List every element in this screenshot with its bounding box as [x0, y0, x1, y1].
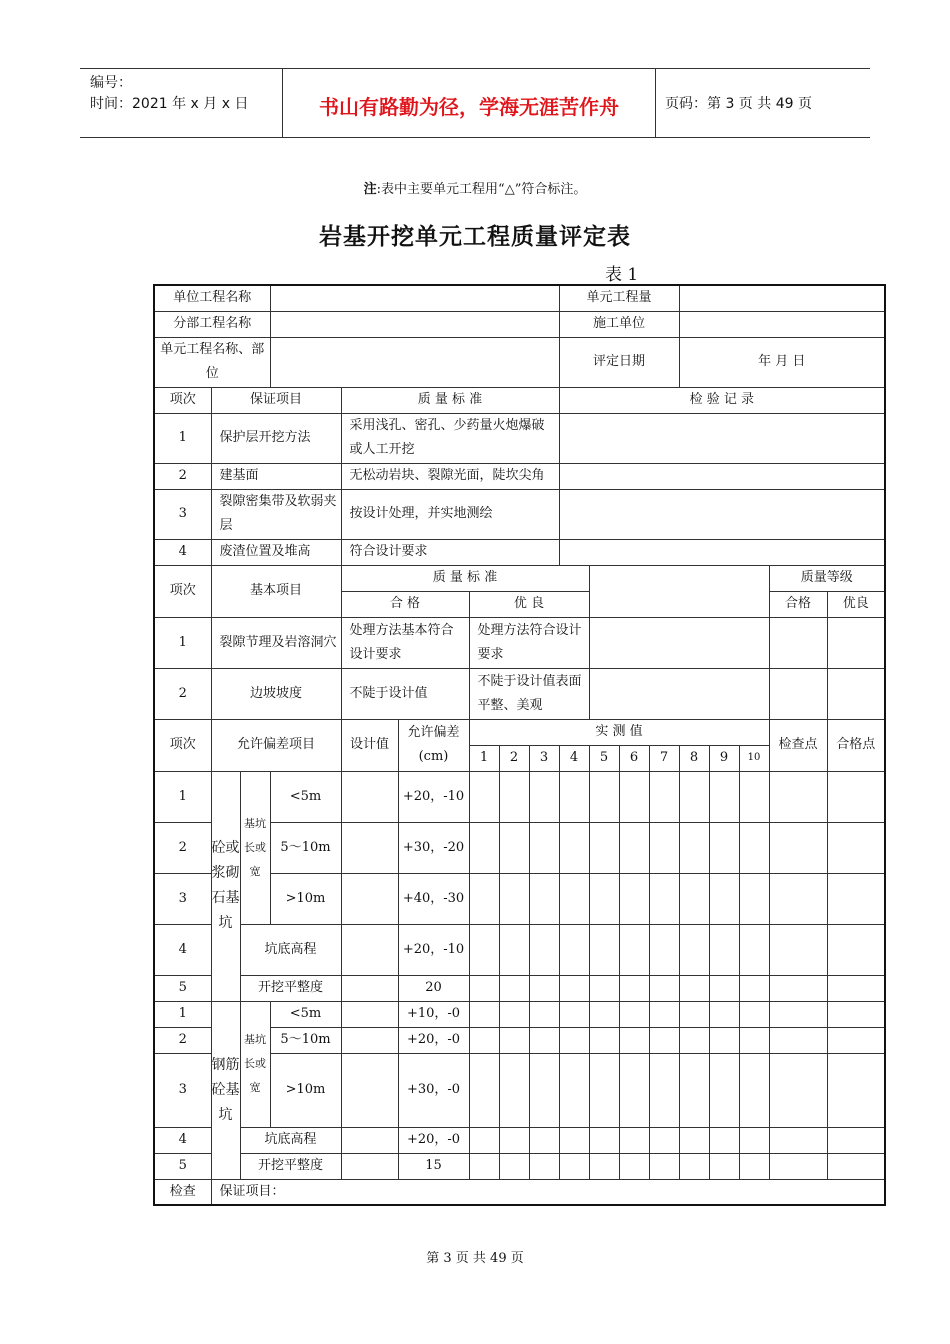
measure-cell[interactable]	[589, 873, 619, 924]
allow-value: 20	[398, 975, 469, 1001]
time-label: 时间：2021 年 x 月 x 日	[90, 96, 249, 112]
measure-cell[interactable]	[469, 873, 499, 924]
tolerance-row	[154, 1153, 885, 1179]
tolerance-item: 开挖平整度	[240, 975, 341, 1001]
measure-cell[interactable]	[589, 924, 619, 975]
tolerance-row	[154, 924, 885, 975]
guarantee-standard: 采用浅孔、密孔、少药量火炮爆破或人工开挖	[341, 413, 559, 463]
col-pass: 合 格	[341, 591, 469, 617]
measure-cell[interactable]	[679, 1027, 709, 1053]
allow-value: +20，-0	[398, 1027, 469, 1053]
measure-cell[interactable]	[739, 1153, 769, 1179]
design-value-cell[interactable]	[341, 1001, 398, 1027]
measure-cell[interactable]	[709, 822, 739, 873]
note-text: :表中主要单元工程用“△”符合标注。	[376, 182, 587, 197]
guarantee-row	[154, 463, 885, 489]
measure-cell[interactable]	[619, 975, 649, 1001]
col-check: 检查点	[769, 719, 827, 771]
measure-cell[interactable]	[469, 1127, 499, 1153]
row-index: 1	[154, 617, 211, 668]
basic-pass-standard: 处理方法基本符合设计要求	[341, 617, 469, 668]
measure-cell[interactable]	[649, 924, 679, 975]
measure-cell[interactable]	[499, 873, 529, 924]
sub-label: 基坑长或宽	[240, 771, 270, 924]
measure-cell[interactable]	[739, 975, 769, 1001]
measure-cell[interactable]	[739, 1127, 769, 1153]
design-value-cell[interactable]	[341, 873, 398, 924]
measure-cell[interactable]	[739, 1027, 769, 1053]
basic-item: 边坡坡度	[211, 668, 341, 719]
header-left	[90, 73, 248, 115]
measure-cell[interactable]	[529, 1127, 559, 1153]
allow-value: +30，-20	[398, 822, 469, 873]
pass-points-cell[interactable]	[827, 822, 885, 873]
guarantee-item: 保护层开挖方法	[211, 413, 341, 463]
measure-cell[interactable]	[529, 1001, 559, 1027]
measure-cell[interactable]	[559, 1153, 589, 1179]
design-value-cell[interactable]	[341, 822, 398, 873]
measure-index: 7	[649, 745, 679, 771]
row-index: 2	[154, 1027, 211, 1053]
measure-cell[interactable]	[529, 975, 559, 1001]
measure-cell[interactable]	[529, 873, 559, 924]
measure-cell[interactable]	[529, 1027, 559, 1053]
check-points-cell[interactable]	[769, 1001, 827, 1027]
measure-cell[interactable]	[589, 1001, 619, 1027]
measure-cell[interactable]	[679, 873, 709, 924]
pass-points-cell[interactable]	[827, 1001, 885, 1027]
measure-cell[interactable]	[709, 873, 739, 924]
measure-cell[interactable]	[529, 771, 559, 822]
blank-cell	[589, 565, 769, 617]
pass-points-cell[interactable]	[827, 975, 885, 1001]
basic-pass-standard: 不陡于设计值	[341, 668, 469, 719]
code-label: 编号：	[90, 75, 132, 91]
info-row	[154, 337, 885, 387]
measure-cell[interactable]	[589, 822, 619, 873]
record-cell[interactable]	[589, 617, 769, 668]
table-number: 表 1	[605, 265, 639, 285]
col-item: 保证项目	[211, 387, 341, 413]
page-footer: 第 3 页 共 49 页	[426, 1251, 524, 1266]
row-index: 2	[154, 822, 211, 873]
measure-cell[interactable]	[559, 924, 589, 975]
measure-cell[interactable]	[649, 975, 679, 1001]
grade-cell[interactable]	[769, 668, 827, 719]
basic-excellent-standard: 处理方法符合设计要求	[469, 617, 589, 668]
tolerance-item: 开挖平整度	[240, 1153, 341, 1179]
row-index: 3	[154, 489, 211, 539]
check-points-cell[interactable]	[769, 1027, 827, 1053]
col-allow: 允许偏差(cm)	[398, 719, 469, 771]
grade-cell[interactable]	[827, 617, 885, 668]
measure-cell[interactable]	[469, 1053, 499, 1127]
evaluation-table	[153, 284, 886, 1206]
col-design: 设计值	[341, 719, 398, 771]
pass-points-cell[interactable]	[827, 873, 885, 924]
measure-cell[interactable]	[679, 924, 709, 975]
measure-cell[interactable]	[709, 1153, 739, 1179]
tolerance-item: >10m	[270, 873, 341, 924]
check-points-cell[interactable]	[769, 924, 827, 975]
row-index: 3	[154, 873, 211, 924]
col-excellent: 优 良	[469, 591, 589, 617]
measure-cell[interactable]	[589, 975, 619, 1001]
grade-excellent: 优良	[827, 591, 885, 617]
page-title: 岩基开挖单元工程质量评定表	[319, 224, 631, 250]
basic-row	[154, 617, 885, 668]
measure-cell[interactable]	[469, 1027, 499, 1053]
info-row	[154, 285, 885, 311]
tolerance-item: >10m	[270, 1053, 341, 1127]
info-label: 评定日期	[559, 337, 679, 387]
info-label: 分部工程名称	[154, 311, 270, 337]
col-standard: 质 量 标 准	[341, 387, 559, 413]
measure-cell[interactable]	[709, 1001, 739, 1027]
check-label: 检查	[154, 1179, 211, 1205]
guarantee-row	[154, 413, 885, 463]
measure-index: 5	[589, 745, 619, 771]
design-value-cell[interactable]	[341, 1053, 398, 1127]
measure-cell[interactable]	[529, 1053, 559, 1127]
table-note	[0, 178, 950, 197]
col-index: 项次	[154, 565, 211, 617]
measure-index: 2	[499, 745, 529, 771]
allow-value: +20，-0	[398, 1127, 469, 1153]
measure-index: 1	[469, 745, 499, 771]
sub-label: 基坑长或宽	[240, 1001, 270, 1127]
measure-cell[interactable]	[469, 1153, 499, 1179]
measure-cell[interactable]	[679, 1053, 709, 1127]
note-prefix: 注	[363, 182, 377, 197]
measure-cell[interactable]	[559, 1001, 589, 1027]
measure-cell[interactable]	[559, 1027, 589, 1053]
info-value[interactable]	[679, 285, 885, 311]
measure-cell[interactable]	[709, 924, 739, 975]
eval-date-value[interactable]: 年 月 日	[679, 337, 885, 387]
measure-cell[interactable]	[619, 1127, 649, 1153]
measure-cell[interactable]	[649, 1153, 679, 1179]
record-cell[interactable]	[559, 463, 885, 489]
measure-cell[interactable]	[589, 771, 619, 822]
design-value-cell[interactable]	[341, 1127, 398, 1153]
design-value-cell[interactable]	[341, 1027, 398, 1053]
measure-cell[interactable]	[619, 1053, 649, 1127]
info-value[interactable]	[270, 311, 559, 337]
measure-cell[interactable]	[649, 1127, 679, 1153]
measure-cell[interactable]	[589, 1053, 619, 1127]
header-motto: 书山有路勤为径，学海无涯苦作舟	[319, 95, 619, 119]
guarantee-standard: 无松动岩块、裂隙光面，陡坎尖角	[341, 463, 559, 489]
check-text[interactable]: 保证项目：	[211, 1179, 885, 1205]
measure-cell[interactable]	[679, 1001, 709, 1027]
row-index: 5	[154, 1153, 211, 1179]
tolerance-item: <5m	[270, 1001, 341, 1027]
col-item: 允许偏差项目	[211, 719, 341, 771]
design-value-cell[interactable]	[341, 1153, 398, 1179]
tolerance-row	[154, 1001, 885, 1027]
measure-cell[interactable]	[499, 975, 529, 1001]
measure-cell[interactable]	[709, 771, 739, 822]
design-value-cell[interactable]	[341, 771, 398, 822]
check-points-cell[interactable]	[769, 1153, 827, 1179]
record-cell[interactable]	[559, 539, 885, 565]
col-index: 项次	[154, 719, 211, 771]
measure-cell[interactable]	[739, 1001, 769, 1027]
basic-excellent-standard: 不陡于设计值表面平整、美观	[469, 668, 589, 719]
info-value[interactable]	[679, 311, 885, 337]
col-record: 检 验 记 录	[559, 387, 885, 413]
guarantee-standard: 按设计处理，并实地测绘	[341, 489, 559, 539]
measure-cell[interactable]	[739, 1053, 769, 1127]
measure-cell[interactable]	[559, 822, 589, 873]
guarantee-header	[154, 387, 885, 413]
tolerance-item: 5～10m	[270, 1027, 341, 1053]
allow-value: +10，-0	[398, 1001, 469, 1027]
measure-index: 3	[529, 745, 559, 771]
measure-cell[interactable]	[709, 1053, 739, 1127]
measure-cell[interactable]	[559, 1127, 589, 1153]
page-header	[80, 68, 870, 138]
measure-cell[interactable]	[589, 1027, 619, 1053]
guarantee-item: 建基面	[211, 463, 341, 489]
pass-points-cell[interactable]	[827, 1027, 885, 1053]
measure-cell[interactable]	[499, 1053, 529, 1127]
measure-index: 8	[679, 745, 709, 771]
row-index: 4	[154, 924, 211, 975]
tolerance-item: 坑底高程	[240, 1127, 341, 1153]
col-pass-points: 合格点	[827, 719, 885, 771]
pass-points-cell[interactable]	[827, 1053, 885, 1127]
guarantee-item: 裂隙密集带及软弱夹层	[211, 489, 341, 539]
measure-cell[interactable]	[649, 1053, 679, 1127]
measure-cell[interactable]	[469, 771, 499, 822]
check-points-cell[interactable]	[769, 975, 827, 1001]
row-index: 3	[154, 1053, 211, 1127]
tolerance-row	[154, 975, 885, 1001]
info-label: 施工单位	[559, 311, 679, 337]
measure-cell[interactable]	[619, 924, 649, 975]
check-points-cell[interactable]	[769, 873, 827, 924]
row-index: 4	[154, 539, 211, 565]
check-row	[154, 1179, 885, 1205]
measure-cell[interactable]	[679, 975, 709, 1001]
measure-cell[interactable]	[619, 1153, 649, 1179]
measure-cell[interactable]	[679, 1127, 709, 1153]
measure-cell[interactable]	[499, 924, 529, 975]
record-cell[interactable]	[559, 413, 885, 463]
measure-cell[interactable]	[619, 873, 649, 924]
measure-index: 9	[709, 745, 739, 771]
row-index: 2	[154, 463, 211, 489]
info-value[interactable]	[270, 337, 559, 387]
basic-row	[154, 668, 885, 719]
record-cell[interactable]	[559, 489, 885, 539]
measure-cell[interactable]	[589, 1127, 619, 1153]
measure-cell[interactable]	[739, 771, 769, 822]
header-divider	[655, 69, 656, 137]
allow-value: +30，-0	[398, 1053, 469, 1127]
guarantee-item: 废渣位置及堆高	[211, 539, 341, 565]
measure-cell[interactable]	[709, 975, 739, 1001]
measure-cell[interactable]	[529, 822, 559, 873]
measure-cell[interactable]	[559, 1053, 589, 1127]
measure-index: 4	[559, 745, 589, 771]
record-cell[interactable]	[589, 668, 769, 719]
measure-cell[interactable]	[679, 1153, 709, 1179]
row-index: 1	[154, 771, 211, 822]
measure-cell[interactable]	[469, 924, 499, 975]
pass-points-cell[interactable]	[827, 1153, 885, 1179]
check-points-cell[interactable]	[769, 1053, 827, 1127]
pass-points-cell[interactable]	[827, 1127, 885, 1153]
measure-cell[interactable]	[589, 1153, 619, 1179]
group-label: 钢筋砼基坑	[211, 1001, 240, 1179]
measure-cell[interactable]	[619, 1027, 649, 1053]
measure-cell[interactable]	[619, 1001, 649, 1027]
col-index: 项次	[154, 387, 211, 413]
measure-cell[interactable]	[739, 924, 769, 975]
measure-cell[interactable]	[469, 1001, 499, 1027]
check-points-cell[interactable]	[769, 1127, 827, 1153]
info-label: 单元工程量	[559, 285, 679, 311]
measure-cell[interactable]	[559, 873, 589, 924]
info-row	[154, 311, 885, 337]
measure-cell[interactable]	[649, 1027, 679, 1053]
measure-cell[interactable]	[679, 771, 709, 822]
measure-index: 6	[619, 745, 649, 771]
col-item: 基本项目	[211, 565, 341, 617]
tolerance-row	[154, 771, 885, 822]
basic-header	[154, 565, 885, 591]
row-index: 5	[154, 975, 211, 1001]
tolerance-item: <5m	[270, 771, 341, 822]
info-value[interactable]	[270, 285, 559, 311]
tolerance-item: 5～10m	[270, 822, 341, 873]
measure-cell[interactable]	[649, 873, 679, 924]
grade-pass: 合格	[769, 591, 827, 617]
measure-cell[interactable]	[649, 1001, 679, 1027]
measure-cell[interactable]	[679, 822, 709, 873]
group-label: 砼或浆砌石基坑	[211, 771, 240, 1001]
measure-cell[interactable]	[619, 822, 649, 873]
measure-cell[interactable]	[469, 975, 499, 1001]
measure-cell[interactable]	[649, 771, 679, 822]
guarantee-standard: 符合设计要求	[341, 539, 559, 565]
col-standard: 质 量 标 准	[341, 565, 589, 591]
measure-cell[interactable]	[499, 1001, 529, 1027]
row-index: 2	[154, 668, 211, 719]
measure-cell[interactable]	[709, 1027, 739, 1053]
measure-cell[interactable]	[499, 822, 529, 873]
grade-cell[interactable]	[827, 668, 885, 719]
tolerance-header	[154, 719, 885, 745]
info-label: 单元工程名称、部位	[154, 337, 270, 387]
row-index: 1	[154, 1001, 211, 1027]
measure-cell[interactable]	[499, 1027, 529, 1053]
measure-cell[interactable]	[499, 771, 529, 822]
measure-cell[interactable]	[739, 873, 769, 924]
check-points-cell[interactable]	[769, 771, 827, 822]
measure-cell[interactable]	[709, 1127, 739, 1153]
guarantee-row	[154, 539, 885, 565]
row-index: 1	[154, 413, 211, 463]
col-grade: 质量等级	[769, 565, 885, 591]
design-value-cell[interactable]	[341, 975, 398, 1001]
allow-value: +20，-10	[398, 771, 469, 822]
measure-cell[interactable]	[529, 1153, 559, 1179]
allow-value: +20，-10	[398, 924, 469, 975]
tolerance-item: 坑底高程	[240, 924, 341, 975]
measure-cell[interactable]	[529, 924, 559, 975]
measure-cell[interactable]	[739, 822, 769, 873]
measure-cell[interactable]	[559, 975, 589, 1001]
col-measured: 实 测 值	[469, 719, 769, 745]
info-label: 单位工程名称	[154, 285, 270, 311]
measure-cell[interactable]	[649, 822, 679, 873]
row-index: 4	[154, 1127, 211, 1153]
allow-value: 15	[398, 1153, 469, 1179]
measure-index: 10	[739, 745, 769, 771]
measure-cell[interactable]	[619, 771, 649, 822]
measure-cell[interactable]	[469, 822, 499, 873]
design-value-cell[interactable]	[341, 924, 398, 975]
guarantee-row	[154, 489, 885, 539]
check-points-cell[interactable]	[769, 822, 827, 873]
tolerance-row	[154, 1127, 885, 1153]
measure-cell[interactable]	[559, 771, 589, 822]
grade-cell[interactable]	[769, 617, 827, 668]
pass-points-cell[interactable]	[827, 771, 885, 822]
header-page-number: 页码：第 3 页 共 49 页	[665, 96, 812, 112]
measure-cell[interactable]	[499, 1127, 529, 1153]
basic-item: 裂隙节理及岩溶洞穴	[211, 617, 341, 668]
allow-value: +40，-30	[398, 873, 469, 924]
measure-cell[interactable]	[499, 1153, 529, 1179]
pass-points-cell[interactable]	[827, 924, 885, 975]
